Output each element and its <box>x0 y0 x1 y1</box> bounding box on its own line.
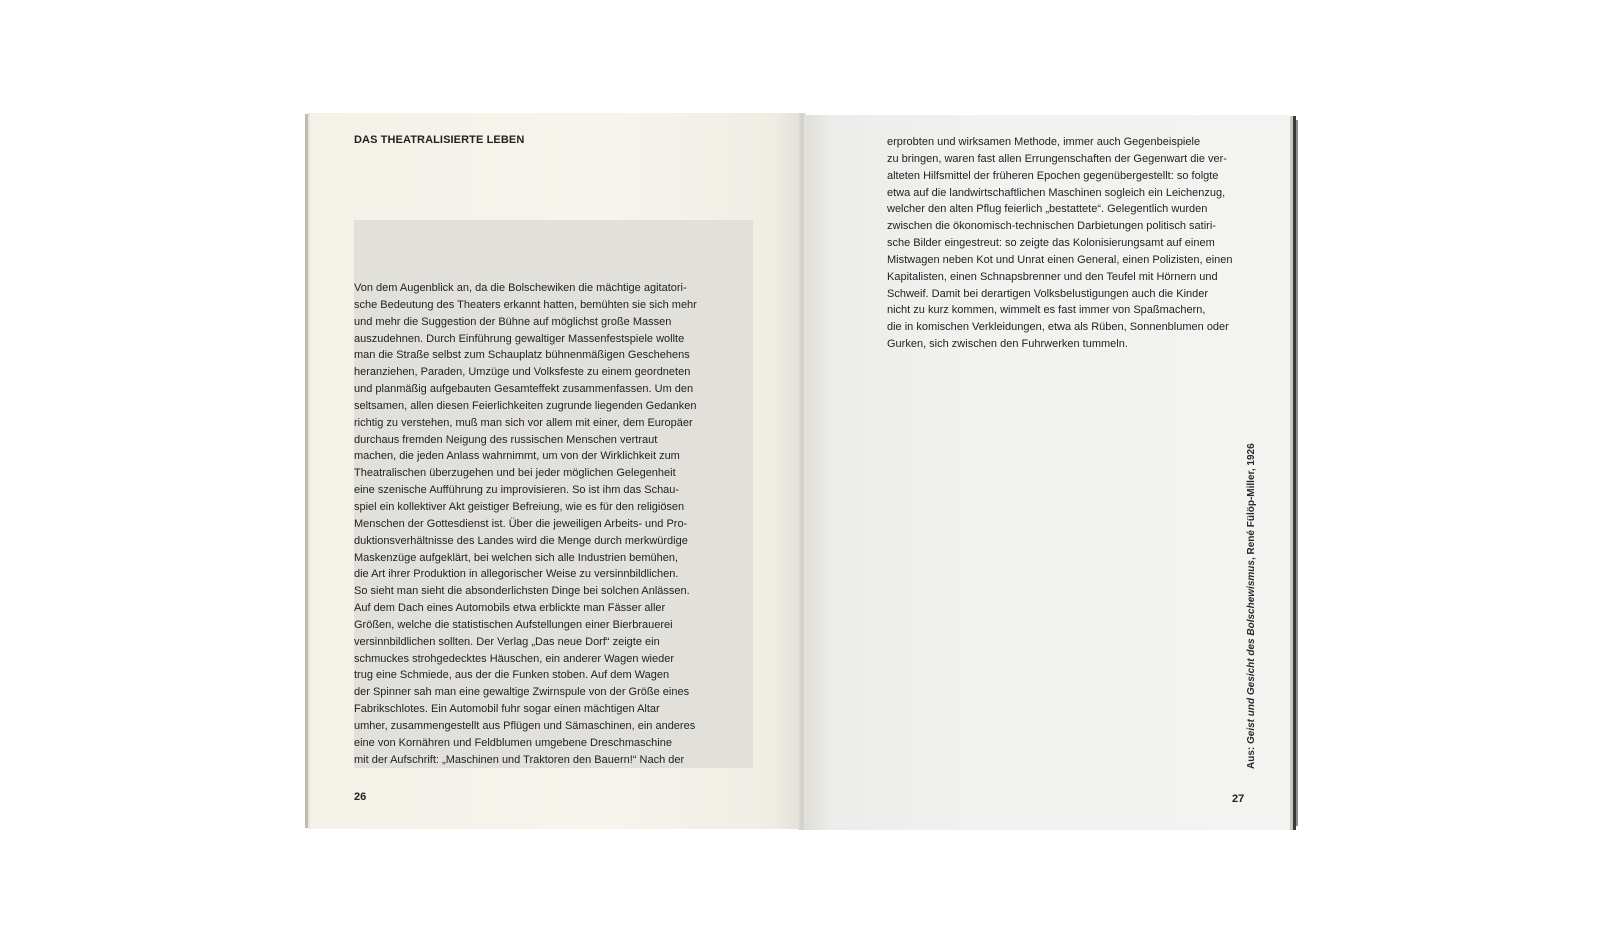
text-line: erprobten und wirksamen Methode, immer auch Gegenbeispiele <box>887 136 1201 148</box>
text-line: eine szenische Aufführung zu improvisieren. So ist ihm das Schau- <box>354 484 680 497</box>
text-line: auszudehnen. Durch Einführung gewaltiger Massenfestspiele wollte <box>354 332 685 345</box>
text-line: man die Straße selbst zum Schauplatz bühnenmäßigen Geschehens <box>354 349 690 362</box>
text-line: und mehr die Suggestion der Bühne auf möglichst große Massen <box>354 315 672 328</box>
text-line: eine von Kornähren und Feldblumen umgebene Dreschmaschine <box>354 736 672 749</box>
text-line: Mistwagen neben Kot und Unrat einen General, einen Polizisten, einen <box>887 253 1233 266</box>
text-line: die in komischen Verkleidungen, etwa als Rüben, Sonnenblumen oder <box>887 321 1229 334</box>
text-line: Von dem Augenblick an, da die Bolschewiken die mächtige agitatori- <box>354 282 687 294</box>
source-citation <box>1246 443 1260 769</box>
text-line: nicht zu kurz kommen, wimmelt es fast immer von Spaßmachern, <box>887 304 1206 317</box>
source-title: Geist und Gesicht des Bolschewismus <box>1246 560 1257 744</box>
text-line: versinnbildlichen sollten. Der Verlag „Das neue Dorf“ zeigte ein <box>354 635 660 648</box>
text-line: Gurken, sich zwischen den Fuhrwerken tummeln. <box>887 338 1128 351</box>
page-number-right: 27 <box>1232 793 1245 805</box>
text-line: etwa auf die landwirtschaftlichen Maschinen sogleich ein Leichenzug, <box>887 186 1226 199</box>
page-number-left: 26 <box>354 791 367 803</box>
text-line: und planmäßig aufgebauten Gesamteffekt zusammenfassen. Um den <box>354 383 694 396</box>
text-line: sche Bilder eingestreut: so zeigte das Kolonisierungsamt auf einem <box>887 237 1215 250</box>
page-edge <box>1296 120 1298 826</box>
source-author-year: , René Fülöp-Miller, 1926 <box>1246 443 1257 561</box>
text-line: zu bringen, waren fast allen Errungenschaften der Gegenwart die ver- <box>887 152 1227 165</box>
right-body-text <box>887 134 1287 353</box>
text-line: duktionsverhältnisse des Landes wird die Menge durch merkwürdige <box>354 534 688 547</box>
text-line: mit der Aufschrift: „Maschinen und Traktoren den Bauern!“ Nach der <box>354 753 685 766</box>
running-head: DAS THEATRALISIERTE LEBEN <box>354 134 525 146</box>
text-line: Größen, welche die statistischen Aufstellungen einer Bierbrauerei <box>354 618 673 631</box>
text-line: spiel ein kollektiver Akt geistiger Befreiung, wie es für den religiösen <box>354 500 685 513</box>
text-line: seltsamen, allen diesen Feierlichkeiten zugrunde liegenden Gedanken <box>354 399 697 412</box>
text-line: der Spinner sah man eine gewaltige Zwirnspule von der Größe eines <box>354 686 690 699</box>
text-line: Theatralischen überzugehen und bei jeder möglichen Gelegenheit <box>354 467 676 480</box>
text-line: die Art ihrer Produktion in allegorischer Weise zu versinnbildlichen. <box>354 568 679 581</box>
text-line: schmuckes strohgedecktes Häuschen, ein anderer Wagen wieder <box>354 652 674 665</box>
text-line: Schweif. Damit bei derartigen Volksbelustigungen auch die Kinder <box>887 287 1209 300</box>
text-line: heranziehen, Paraden, Umzüge und Volksfeste zu einem geordneten <box>354 366 691 379</box>
text-line: Kapitalisten, einen Schnapsbrenner und den Teufel mit Hörnern und <box>887 270 1218 283</box>
text-line: richtig zu verstehen, muß man sich vor allem mit einer, dem Europäer <box>354 416 693 429</box>
left-body-text <box>354 280 750 768</box>
text-line: alteten Hilfsmittel der früheren Epochen gegenübergestellt: so folgte <box>887 169 1219 182</box>
book-gutter <box>798 113 806 830</box>
text-line: durchaus fremden Neigung des russischen Menschen vertraut <box>354 433 658 446</box>
text-line: zwischen die ökonomisch-technischen Darbietungen politisch satiri- <box>887 220 1216 233</box>
text-line: Maskenzüge aufgeklärt, bei welchen sich alle Industrien bemühen, <box>354 551 679 564</box>
text-line: Fabrikschlotes. Ein Automobil fuhr sogar einen mächtigen Altar <box>354 703 660 716</box>
text-line: Auf dem Dach eines Automobils etwa erblickte man Fässer aller <box>354 602 666 615</box>
text-line: So sieht man sieht die absonderlichsten Dinge bei solchen Anlässen. <box>354 585 690 598</box>
text-line: umher, zusammengestellt aus Pflügen und Sämaschinen, ein anderes <box>354 719 696 732</box>
text-line: Menschen der Gottesdienst ist. Über die jeweiligen Arbeits- und Pro- <box>354 517 688 530</box>
text-line: machen, die jeden Anlass wahrnimmt, um von der Wirklichkeit zum <box>354 450 680 463</box>
text-line: sche Bedeutung des Theaters erkannt hatten, bemühten sie sich mehr <box>354 298 697 311</box>
text-line: trug eine Schmiede, aus der die Funken stoben. Auf dem Wagen <box>354 669 670 682</box>
text-line: welcher den alten Pflug feierlich „bestattete“. Gelegentlich wurden <box>887 203 1208 216</box>
source-prefix: Aus: <box>1246 744 1257 769</box>
